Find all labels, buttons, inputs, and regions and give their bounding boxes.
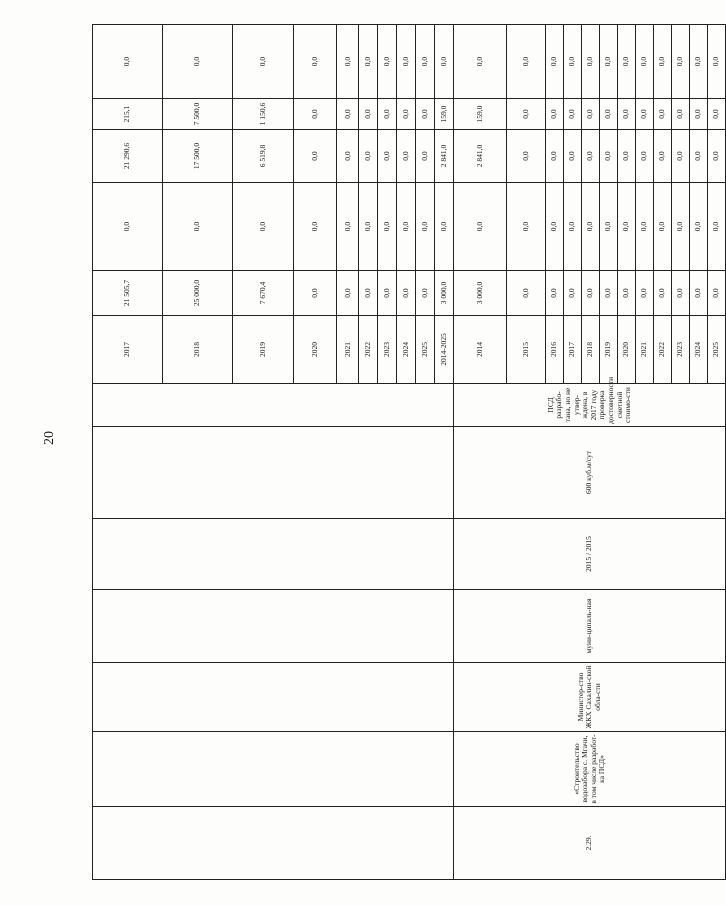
- regional-cell: 0,0: [378, 130, 397, 183]
- other-cell: 0,0: [618, 25, 636, 99]
- other-cell: 0,0: [397, 25, 416, 99]
- local-cell: 0,0: [708, 99, 726, 130]
- empty-period-cell: [93, 519, 454, 590]
- regional-cell: 0,0: [564, 130, 582, 183]
- empty-ownership-cell: [93, 590, 454, 663]
- local-cell: 0,0: [546, 99, 564, 130]
- investment-table: [92, 24, 726, 880]
- regional-cell: 0,0: [507, 130, 546, 183]
- other-cell: 0,0: [690, 25, 708, 99]
- total-cell: 0,0: [636, 271, 654, 316]
- year-cell: 2022: [654, 316, 672, 384]
- total-cell: 0,0: [378, 271, 397, 316]
- year-cell: 2021: [636, 316, 654, 384]
- year-cell: 2023: [378, 316, 397, 384]
- year-cell: 2024: [690, 316, 708, 384]
- federal-cell: 0,0: [600, 183, 618, 271]
- local-cell: 0,0: [507, 99, 546, 130]
- federal-cell: 0,0: [397, 183, 416, 271]
- project-capacity: 600 куб.м/сут: [454, 427, 726, 519]
- regional-cell: 0,0: [690, 130, 708, 183]
- table-body: [93, 25, 726, 880]
- other-cell: 0,0: [672, 25, 690, 99]
- local-cell: 159,0: [435, 99, 454, 130]
- federal-cell: 0,0: [93, 183, 163, 271]
- total-cell: 0,0: [654, 271, 672, 316]
- total-cell: 0,0: [359, 271, 378, 316]
- local-cell: 0,0: [654, 99, 672, 130]
- federal-cell: 0,0: [546, 183, 564, 271]
- other-cell: 0,0: [378, 25, 397, 99]
- other-cell: 0,0: [654, 25, 672, 99]
- local-cell: 0,0: [564, 99, 582, 130]
- total-cell: 7 670,4: [233, 271, 294, 316]
- year-cell: 2017: [93, 316, 163, 384]
- regional-cell: 0,0: [582, 130, 600, 183]
- year-cell: 2018: [163, 316, 233, 384]
- other-cell: 0,0: [435, 25, 454, 99]
- year-cell: 2014-2025: [435, 316, 454, 384]
- empty-num-cell: [93, 807, 454, 880]
- year-cell: 2025: [416, 316, 435, 384]
- local-cell: 7 500,0: [163, 99, 233, 130]
- local-cell: 215,1: [93, 99, 163, 130]
- local-cell: 0,0: [600, 99, 618, 130]
- year-cell: 2023: [672, 316, 690, 384]
- regional-cell: 2 841,0: [454, 130, 507, 183]
- project-executor: Министер-ство ЖКХ Сахалин-ской обла-сти: [454, 663, 726, 732]
- total-cell: 0,0: [397, 271, 416, 316]
- federal-cell: 0,0: [454, 183, 507, 271]
- page-number: 20: [42, 431, 57, 445]
- federal-cell: 0,0: [654, 183, 672, 271]
- other-cell: 0,0: [93, 25, 163, 99]
- year-cell: 2015: [507, 316, 546, 384]
- other-cell: 0,0: [163, 25, 233, 99]
- total-cell: 0,0: [416, 271, 435, 316]
- total-cell: 3 000,0: [435, 271, 454, 316]
- federal-cell: 0,0: [435, 183, 454, 271]
- year-cell: 2024: [397, 316, 416, 384]
- total-cell: 0,0: [564, 271, 582, 316]
- other-cell: 0,0: [294, 25, 337, 99]
- year-cell: 2018: [582, 316, 600, 384]
- federal-cell: 0,0: [294, 183, 337, 271]
- federal-cell: 0,0: [337, 183, 359, 271]
- total-cell: 25 000,0: [163, 271, 233, 316]
- year-cell: 2016: [546, 316, 564, 384]
- other-cell: 0,0: [564, 25, 582, 99]
- local-cell: 0,0: [582, 99, 600, 130]
- federal-cell: 0,0: [163, 183, 233, 271]
- other-cell: 0,0: [507, 25, 546, 99]
- local-cell: 0,0: [397, 99, 416, 130]
- local-cell: 0,0: [359, 99, 378, 130]
- federal-cell: 0,0: [582, 183, 600, 271]
- total-cell: 0,0: [294, 271, 337, 316]
- regional-cell: 0,0: [600, 130, 618, 183]
- local-cell: 1 150,6: [233, 99, 294, 130]
- project-status: ПСД разрабо-тана, но не утвер-ждена, в 2017 году проверка достоверности сметной стоимо-сти: [454, 384, 726, 427]
- federal-cell: 0,0: [564, 183, 582, 271]
- empty-status-cell: [93, 384, 454, 427]
- total-cell: 0,0: [507, 271, 546, 316]
- project-name: «Строительство водозабора с. Мгачи, в том числе разработ-ка ПСД»: [454, 732, 726, 807]
- local-cell: 0,0: [337, 99, 359, 130]
- empty-name-cell: [93, 732, 454, 807]
- project-period: 2015 / 2015: [454, 519, 726, 590]
- federal-cell: 0,0: [507, 183, 546, 271]
- empty-capacity-cell: [93, 427, 454, 519]
- year-cell: 2014: [454, 316, 507, 384]
- total-cell: 21 505,7: [93, 271, 163, 316]
- federal-cell: 0,0: [708, 183, 726, 271]
- other-cell: 0,0: [546, 25, 564, 99]
- rotated-table-wrapper: [92, 25, 721, 880]
- project-number: 2.29.: [454, 807, 726, 880]
- local-cell: 159,0: [454, 99, 507, 130]
- total-cell: 0,0: [582, 271, 600, 316]
- regional-cell: 0,0: [708, 130, 726, 183]
- total-cell: 0,0: [600, 271, 618, 316]
- regional-cell: 0,0: [397, 130, 416, 183]
- other-cell: 0,0: [708, 25, 726, 99]
- local-cell: 0,0: [636, 99, 654, 130]
- other-cell: 0,0: [337, 25, 359, 99]
- regional-cell: 0,0: [294, 130, 337, 183]
- total-cell: 3 000,0: [454, 271, 507, 316]
- table-row: [454, 25, 507, 880]
- federal-cell: 0,0: [233, 183, 294, 271]
- total-cell: 0,0: [708, 271, 726, 316]
- regional-cell: 21 290,6: [93, 130, 163, 183]
- regional-cell: 0,0: [416, 130, 435, 183]
- regional-cell: 6 519,8: [233, 130, 294, 183]
- federal-cell: 0,0: [618, 183, 636, 271]
- local-cell: 0,0: [378, 99, 397, 130]
- total-cell: 0,0: [672, 271, 690, 316]
- total-cell: 0,0: [337, 271, 359, 316]
- regional-cell: 0,0: [546, 130, 564, 183]
- year-cell: 2017: [564, 316, 582, 384]
- local-cell: 0,0: [690, 99, 708, 130]
- regional-cell: 0,0: [337, 130, 359, 183]
- other-cell: 0,0: [416, 25, 435, 99]
- total-cell: 0,0: [546, 271, 564, 316]
- local-cell: 0,0: [294, 99, 337, 130]
- federal-cell: 0,0: [416, 183, 435, 271]
- regional-cell: 0,0: [636, 130, 654, 183]
- year-cell: 2025: [708, 316, 726, 384]
- year-cell: 2020: [618, 316, 636, 384]
- year-cell: 2019: [600, 316, 618, 384]
- regional-cell: 2 841,0: [435, 130, 454, 183]
- year-cell: 2021: [337, 316, 359, 384]
- local-cell: 0,0: [416, 99, 435, 130]
- other-cell: 0,0: [600, 25, 618, 99]
- federal-cell: 0,0: [359, 183, 378, 271]
- table-row: [93, 25, 163, 880]
- local-cell: 0,0: [618, 99, 636, 130]
- federal-cell: 0,0: [672, 183, 690, 271]
- regional-cell: 17 500,0: [163, 130, 233, 183]
- project-ownership: муни-ципаль-ная: [454, 590, 726, 663]
- year-cell: 2019: [233, 316, 294, 384]
- regional-cell: 0,0: [618, 130, 636, 183]
- total-cell: 0,0: [690, 271, 708, 316]
- regional-cell: 0,0: [654, 130, 672, 183]
- regional-cell: 0,0: [359, 130, 378, 183]
- other-cell: 0,0: [359, 25, 378, 99]
- other-cell: 0,0: [233, 25, 294, 99]
- regional-cell: 0,0: [672, 130, 690, 183]
- empty-executor-cell: [93, 663, 454, 732]
- federal-cell: 0,0: [690, 183, 708, 271]
- federal-cell: 0,0: [636, 183, 654, 271]
- other-cell: 0,0: [454, 25, 507, 99]
- total-cell: 0,0: [618, 271, 636, 316]
- other-cell: 0,0: [636, 25, 654, 99]
- local-cell: 0,0: [672, 99, 690, 130]
- federal-cell: 0,0: [378, 183, 397, 271]
- year-cell: 2022: [359, 316, 378, 384]
- year-cell: 2020: [294, 316, 337, 384]
- other-cell: 0,0: [582, 25, 600, 99]
